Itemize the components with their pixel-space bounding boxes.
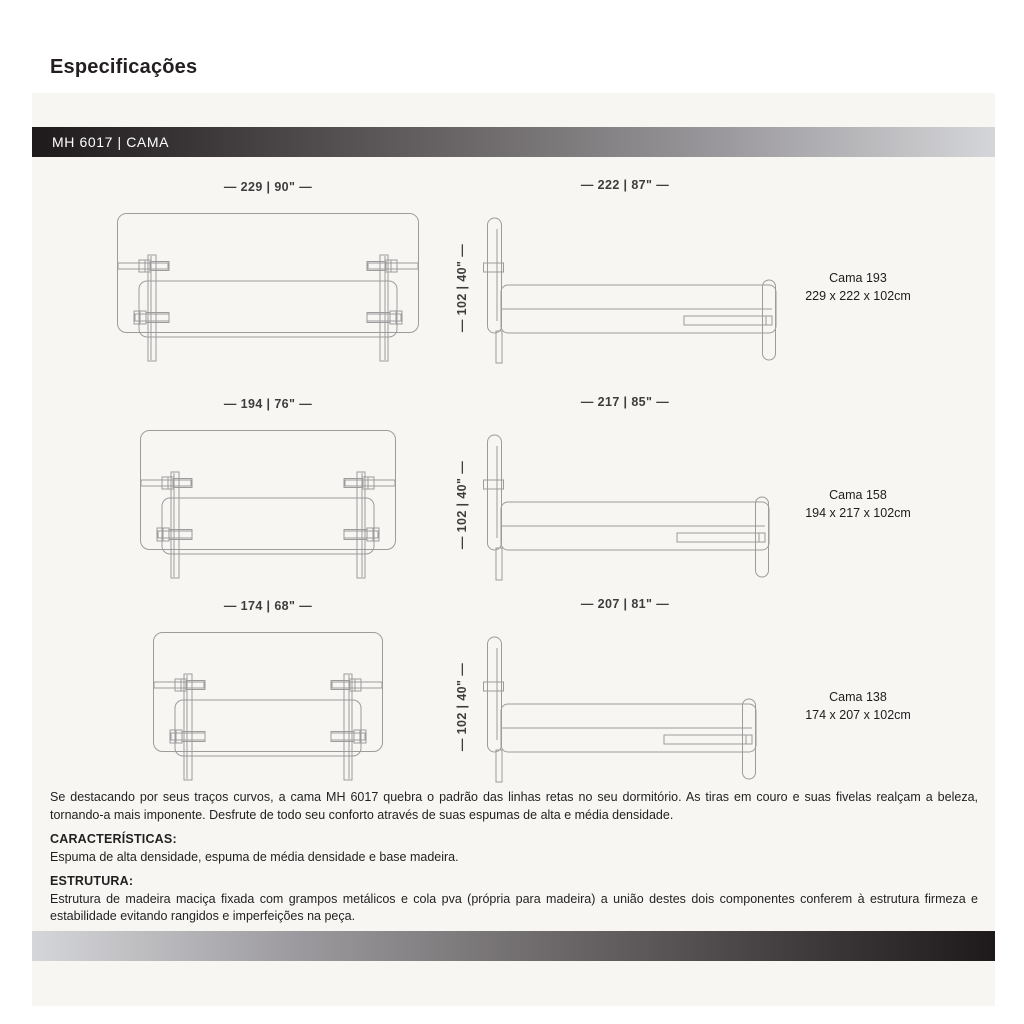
description-block [50,789,978,926]
page-title: Especificações [50,56,198,78]
model-header-bar [32,127,995,157]
bed-side-view-drawing [482,213,785,365]
side-length-dimension: — 207 | 81" — [580,597,670,611]
height-dimension: — 102 | 40" — [455,460,469,550]
height-dimension: — 102 | 40" — [455,662,469,752]
bed-side-view-drawing [482,430,778,582]
product-description: Se destacando por seus traços curvos, a cama MH 6017 quebra o padrão das linhas retas no seu dormitório. As tiras em couro e suas fivelas realçam a beleza, tornando-a mais imponente. Desfrute de todo seu conforto através de suas espumas de alta e média densidade. [50,790,978,822]
footer-gradient-bar [32,931,995,961]
product-name: Cama 193 [829,271,887,285]
product-name: Cama 158 [829,488,887,502]
model-label: MH 6017 | CAMA [52,134,170,150]
front-width-dimension: — 194 | 76" — [223,397,313,411]
front-width-dimension: — 174 | 68" — [223,599,313,613]
estrutura-text: Estrutura de madeira maciça fixada com grampos metálicos e cola pva (própria para madeira) a união destes dois componentes conferem à estrutura firmeza e estabilidade evitando rangidos e imperfeições na peça. [50,891,978,923]
side-length-dimension: — 217 | 85" — [580,395,670,409]
caracteristicas-text: Espuma de alta densidade, espuma de média densidade e base madeira. [50,849,459,864]
product-dimensions: 174 x 207 x 102cm [805,708,911,722]
bed-side-view-drawing [482,632,765,784]
front-width-dimension: — 229 | 90" — [223,180,313,194]
product-name: Cama 138 [829,690,887,704]
side-length-dimension: — 222 | 87" — [580,178,670,192]
height-dimension: — 102 | 40" — [455,243,469,333]
bed-front-view-drawing [153,632,383,784]
product-label [758,688,958,724]
bed-front-view-drawing [140,430,396,582]
product-label [758,486,958,522]
product-label [758,269,958,305]
product-dimensions: 194 x 217 x 102cm [805,506,911,520]
estrutura-heading: ESTRUTURA: [50,874,134,888]
bed-front-view-drawing [117,213,419,365]
product-dimensions: 229 x 222 x 102cm [805,289,911,303]
caracteristicas-heading: CARACTERÍSTICAS: [50,832,177,846]
